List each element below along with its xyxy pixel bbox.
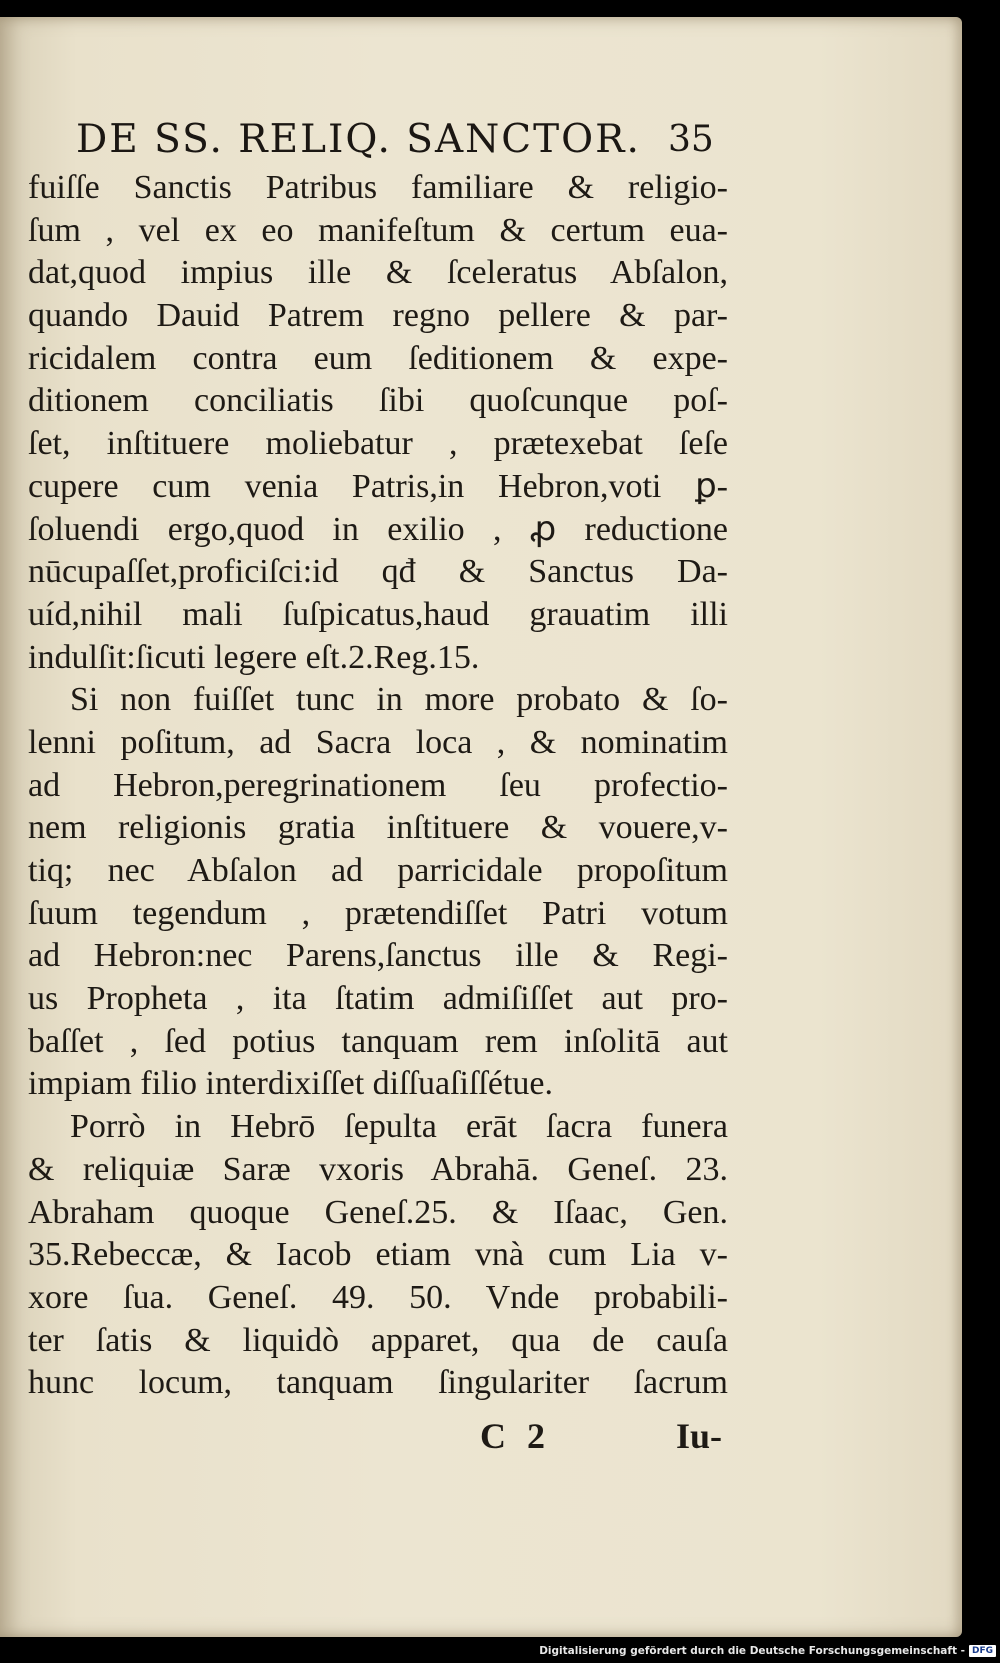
text-line: tiq; nec Abſalon ad parricidale propoſitum <box>28 852 728 889</box>
text-line: indulſit:ſicuti legere eſt.2.Reg.15. <box>28 638 480 676</box>
catchword: Iu- <box>676 1416 723 1456</box>
text-line: cupere cum venia Patris,in Hebron,voti ꝑ- <box>28 467 728 505</box>
text-line: ter ſatis & liquidò apparet, qua de cauſa <box>28 1321 728 1359</box>
text-line: ad Hebron:nec Parens,ſanctus ille & Regi- <box>28 937 728 975</box>
digitization-credit <box>539 1643 996 1659</box>
text-line: ditionem conciliatis ſibi quoſcunque poſ- <box>28 382 728 420</box>
text-line: lenni poſitum, ad Sacra loca , & nominatim <box>28 723 728 761</box>
text-line: baſſet , ſed potius tanquam rem inſolitā aut <box>28 1022 728 1060</box>
text-line: & reliquiæ Saræ vxoris Abrahā. Geneſ. 23. <box>28 1150 728 1188</box>
text-line: hunc locum, tanquam ſingulariter ſacrum <box>28 1364 728 1402</box>
text-line: quando Dauid Patrem regno pellere & par- <box>28 297 728 335</box>
text-line: ſet, inſtituere moliebatur , prætexebat ſeſe <box>28 425 728 463</box>
text-line: fuiſſe Sanctis Patribus familiare & religio- <box>28 169 728 206</box>
text-line: Porrò in Hebrō ſepulta erāt ſacra funera <box>70 1108 728 1146</box>
text-line: uíd,nihil mali ſuſpicatus,haud grauatim illi <box>28 595 728 633</box>
text-line: ſoluendi ergo,quod in exilio , ꝓ reductione <box>28 510 728 548</box>
credit-text: Digitalisierung gefördert durch die Deutsche Forschungsgemeinschaft - <box>539 1645 965 1657</box>
text-line: Abraham quoque Geneſ.25. & Iſaac, Gen. <box>28 1193 728 1231</box>
text-line: impiam filio interdixiſſet diſſuaſiſſétue. <box>28 1065 554 1103</box>
page-number: 35 <box>668 119 714 160</box>
text-line: xore ſua. Geneſ. 49. 50. Vnde probabili- <box>28 1278 728 1316</box>
text-line: ad Hebron,peregrinationem ſeu profectio- <box>28 766 728 804</box>
running-head: DE SS. RELIQ. SANCTOR. <box>76 117 641 162</box>
body-text <box>28 167 728 1405</box>
text-line: ſum , vel ex eo manifeſtum & certum eua- <box>28 211 728 249</box>
signature-mark: C 2 <box>480 1416 551 1456</box>
text-line: nem religionis gratia inſtituere & vouere,v- <box>28 809 728 847</box>
text-line: ſuum tegendum , prætendiſſet Patri votum <box>28 894 728 932</box>
text-line: Si non fuiſſet tunc in more probato & ſo- <box>70 681 728 719</box>
catchline <box>0 1415 962 1465</box>
text-line: us Propheta , ita ſtatim admiſiſſet aut pro- <box>28 980 728 1018</box>
text-line: ricidalem contra eum ſeditionem & expe- <box>28 339 728 377</box>
text-line: dat,quod impius ille & ſceleratus Abſalon, <box>28 254 728 292</box>
dfg-logo: DFG <box>969 1645 996 1657</box>
book-page <box>0 17 962 1637</box>
text-line: 35.Rebeccæ, & Iacob etiam vnà cum Lia v- <box>28 1236 728 1274</box>
text-line: nūcupaſſet,proficiſci:id qđ & Sanctus Da- <box>28 553 728 591</box>
